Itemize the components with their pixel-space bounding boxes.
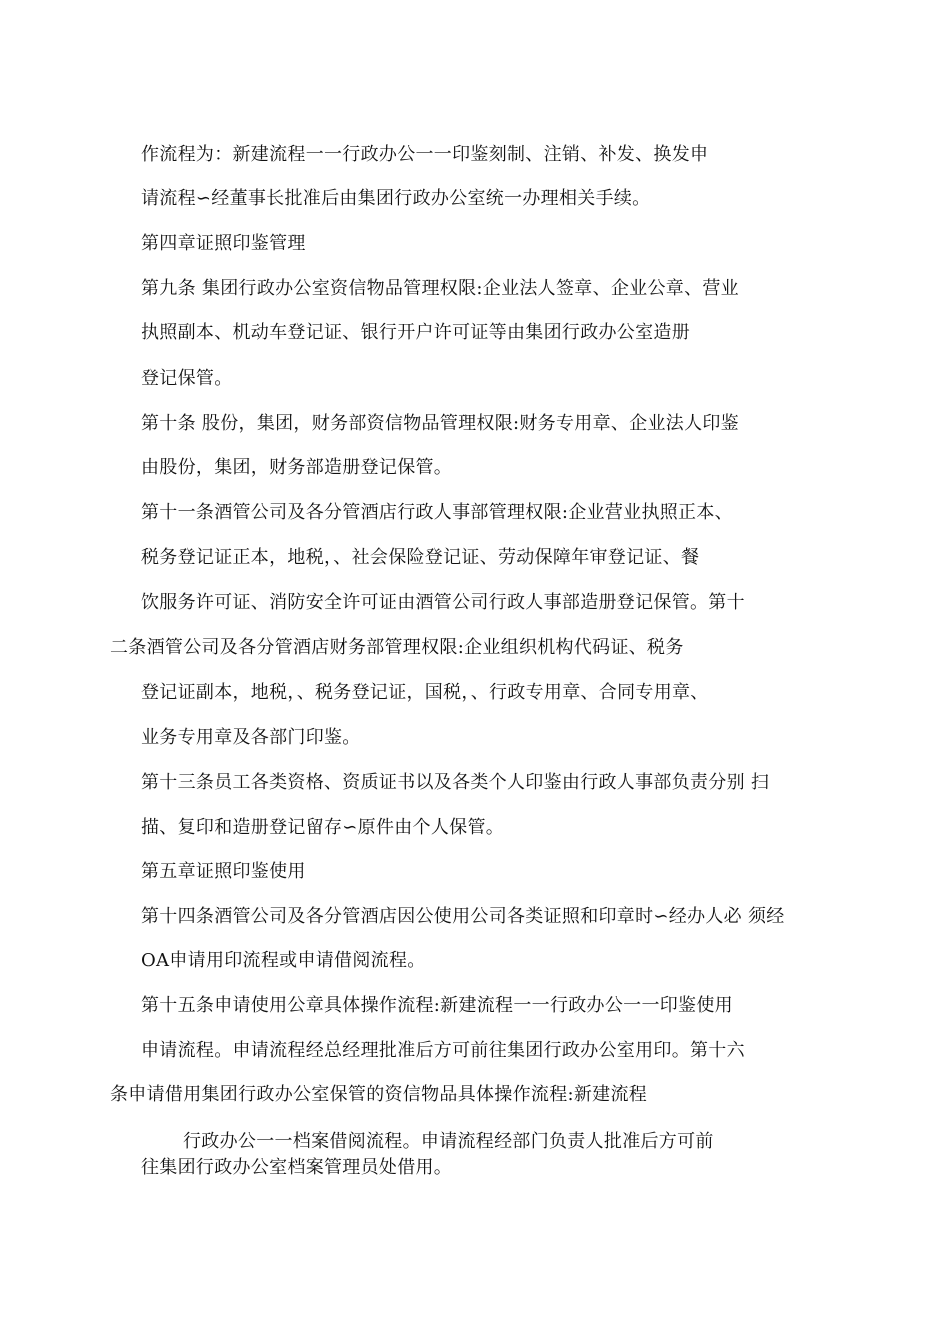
text-line: 往集团行政办公室档案管理员处借用。 (141, 1157, 453, 1178)
chapter-heading: 第四章证照印鉴管理 (141, 233, 306, 254)
text-line: 由股份，集团，财务部造册登记保管。 (141, 457, 453, 478)
text-line: 请流程∽经董事长批准后由集团行政办公室统一办理相关手续。 (141, 188, 651, 209)
text-line: 第十三条员工各类资格、资质证书以及各类个人印鉴由行政人事部负责分别 扫 (141, 772, 770, 793)
text-line: 第十条 股份，集团，财务部资信物品管理权限:财务专用章、企业法人印鉴 (141, 413, 739, 434)
text-line: 第九条 集团行政办公室资信物品管理权限:企业法人签章、企业公章、营业 (141, 278, 739, 299)
text-line: 二条酒管公司及各分管酒店财务部管理权限:企业组织机构代码证、税务 (110, 637, 684, 658)
text-line: 第十四条酒管公司及各分管酒店因公使用公司各类证照和印章时∽经办人必 须经 (141, 906, 785, 927)
text-line: 执照副本、机动车登记证、银行开户许可证等由集团行政办公室造册 (141, 322, 690, 343)
text-line: 描、复印和造册登记留存∽原件由个人保管。 (141, 817, 505, 838)
text-line: 第十一条酒管公司及各分管酒店行政人事部管理权限:企业营业执照正本、 (141, 502, 733, 523)
text-line: OA申请用印流程或申请借阅流程。 (141, 950, 426, 971)
text-line: 饮服务许可证、消防安全许可证由酒管公司行政人事部造册登记保管。第十 (141, 592, 745, 613)
text-line: 登记证副本，地税，、税务登记证，国税，、行政专用章、合同专用章、 (141, 682, 709, 703)
text-line: 业务专用章及各部门印鉴。 (141, 727, 361, 748)
text-line: 登记保管。 (141, 368, 233, 389)
text-line: 条申请借用集团行政办公室保管的资信物品具体操作流程:新建流程 (110, 1084, 648, 1105)
text-line: 申请流程。申请流程经总经理批准后方可前往集团行政办公室用印。第十六 (141, 1040, 745, 1061)
text-line: 第十五条申请使用公章具体操作流程:新建流程一一行政办公一一印鉴使用 (141, 995, 733, 1016)
text-line: 作流程为：新建流程一一行政办公一一印鉴刻制、注销、补发、换发申 (141, 144, 709, 165)
chapter-heading: 第五章证照印鉴使用 (141, 861, 306, 882)
text-line: 税务登记证正本，地税，、社会保险登记证、劳动保障年审登记证、餐 (141, 547, 700, 568)
text-line: 行政办公一一档案借阅流程。申请流程经部门负责人批准后方可前 (183, 1131, 714, 1152)
